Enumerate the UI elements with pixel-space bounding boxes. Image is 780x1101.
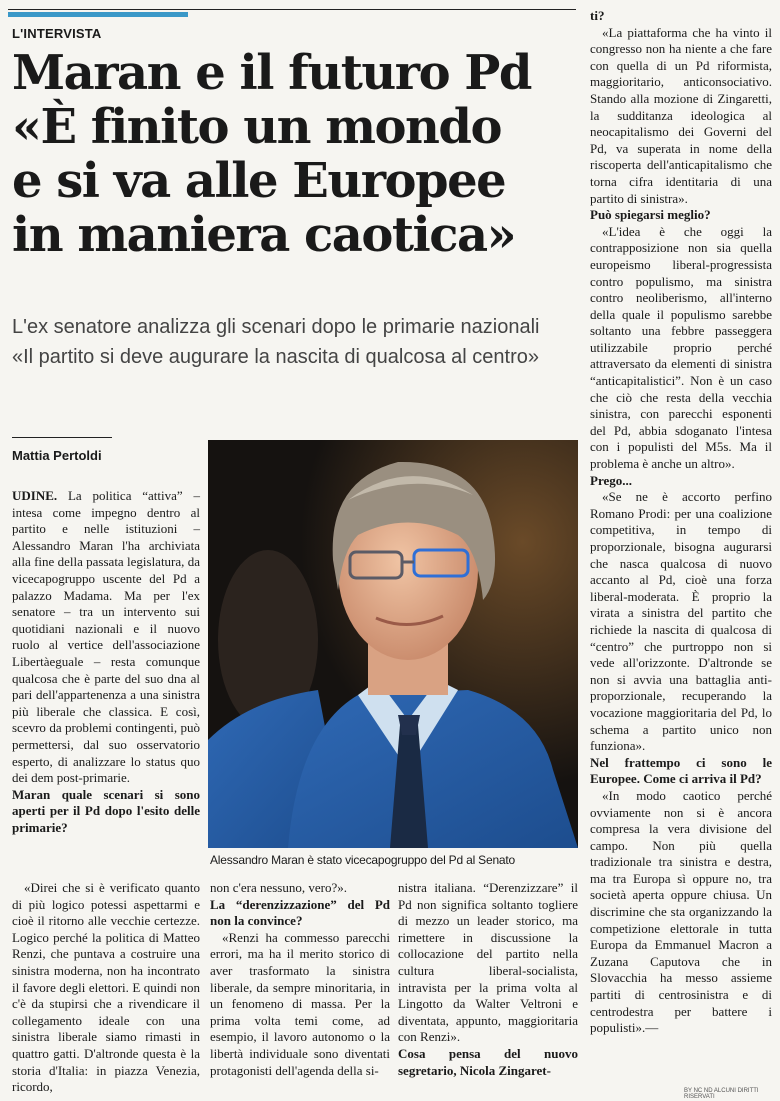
article-column-3 [398,880,578,1079]
interview-question: Può spiegarsi meglio? [590,207,711,223]
interview-question: Cosa pensa del nuovo segretario, Nicola Zingaret- [398,1045,578,1078]
headline-line: e si va alle Europee [12,153,506,209]
interview-answer: «Direi che si è verificato quanto di più logico potessi aspettarmi e cioè il ritorno alle vecchie certezze. Logico perché la politica di Matteo Renzi, che puntava a costruire una sinistra moderna, non ha incontrato il favore degli elettori. E quindi non c'è da stupirsi che a rivendicare il collegamento ideale con una sinistra liberale siamo rimasti in quattro gatti. D'altronde questa è la storia d'Italia: in piazza Venezia, ricordo, [12,880,200,1095]
section-accent-bar [8,12,188,17]
interview-answer: «L'idea è che oggi la contrapposizione non sia quella europeismo liberal-progressista contro populismo, ma sinistra contro neoliberismo, all'interno della quale il populismo sarebbe soltanto una febbre passeggera utilizzabile proprio perché attraversato da elementi di sinistra “anticapitalistici”. Non è un caso che ciò che resta della vecchia sinistra, con parecchi esponenti del Pd, abbia sdoganato l'intesa con i populisti del M5s. Ma il problema è anche un altro». [590,223,772,472]
copyright-notice: BY NC ND ALCUNI DIRITTI RISERVATI [684,1088,759,1100]
article-column-1 [12,488,200,836]
article-photo [208,440,578,848]
interview-question: Maran quale scenari si sono aperti per il Pd dopo l'esito delle primarie? [12,786,200,835]
interview-answer: «In modo caotico perché ovviamente non si è ancora compresa la vera divisione del campo. Non più quella tradizionale tra sinistra e destra, ma tra Europa sì oppure no, tra società aperta oppure chiusa. Un discrimine che sta organizzando la competizione elettorale in tutta Europa da Emmanuel Macron a Zuzana Caputova che in Slovacchia ha messo assieme partiti di centrosinistra e di centrodestra per battere i populisti».— [590,787,772,1036]
interview-answer: «Renzi ha commesso parecchi errori, ma ha il merito storico di aver trasformato la sinistra liberale, da sempre minoritaria, in un fenomeno di massa. Per la prima volta temi come, ad esempio, il lavoro autonomo o la libertà individuale sono diventati protagonisti dell'agenda della si- [210,929,390,1078]
headline-line: «È finito un mondo [12,99,501,155]
subheadline-line: L'ex senatore analizza gli scenari dopo le primarie nazionali [12,316,540,338]
interview-question-continued: ti? [590,8,605,23]
interview-answer-continued: non c'era nessuno, vero?». [210,880,347,895]
article-column-1-bottom [12,880,200,1096]
subheadline-line: «Il partito si deve augurare la nascita di qualcosa al centro» [12,346,539,368]
photo-caption: Alessandro Maran è stato vicecapogruppo del Pd al Senato [210,853,516,867]
portrait-photo [208,440,578,848]
interview-answer: «La piattaforma che ha vinto il congresso non ha niente a che fare con quella di un Pd riformista, maggioritario, anticonsociativo. Stando alla mozione di Zingaretti, la sudditanza ideologica al neocapitalismo dei Governi del Pd, va superata in nome della riscoperta dell'anticapitalismo che torna cifra identitaria di una partito di sinistra». [590,24,772,206]
interview-answer: «Se ne è accorto perfino Romano Prodi: per una coalizione competitiva, in tempo di proporzionale, bisogna augurarsi che nasca qualcosa di nuovo accanto al Pd, cioè una forza liberal-moderata. È proprio la virata a sinistra del partito che richiede la nascita di qualcosa di “centro” che purtroppo non si vede all'orizzonte. D'altronde se non si avvia una battaglia anti-proporzionale, recuperando la vocazione maggioritaria del Pd, lo schema a partito unico non funziona». [590,489,772,754]
interview-question: Nel frattempo ci sono le Europee. Come ci arriva il Pd? [590,754,772,787]
section-kicker: L'INTERVISTA [12,26,102,41]
article-column-4 [590,8,772,1037]
headline-line: in maniera caotica» [12,207,516,263]
lead-text: La politica “attiva” – intesa come impegno dentro al partito e nelle istituzioni – Alessandro Maran l'ha archiviata alla fine della passata legislatura, da vicecapogruppo uscente del Pd a palazzo Madama. Ma per l'ex senatore – tra un intervento sui quotidiani nazionali e il nuovo ruolo al vertice dell'associazione Libertàeguale – resta comunque qualcosa che è parte del suo dna al pari dell'appartenenza a una sinistra più liberale che classica. E così, scevro da problemi contingenti, può permettersi, dal suo osservatorio esperto, di analizzare lo status quo dei dem post-primarie. [12,488,200,786]
interview-answer-continued: nistra italiana. “Derenzizzare” il Pd non significa soltanto togliere di mezzo un leader storico, ma rimettere in discussione la collocazione del partito nella cultura liberal-socialista, intravista per la prima volta al Lingotto da Walter Veltroni e diventata, appunto, maggioritaria con Renzi». [398,880,578,1045]
author-byline: Mattia Pertoldi [12,448,102,463]
dateline-city: UDINE. [12,488,58,503]
interview-question: La “derenzizzazione” del Pd non la convince? [210,896,390,929]
top-rule [8,9,576,10]
interview-question: Prego... [590,472,632,488]
lead-paragraph [12,488,200,787]
author-rule [12,437,112,438]
article-column-2 [210,880,390,1079]
headline [12,46,582,262]
subheadline [12,312,582,372]
headline-line: Maran e il futuro Pd [12,45,531,101]
